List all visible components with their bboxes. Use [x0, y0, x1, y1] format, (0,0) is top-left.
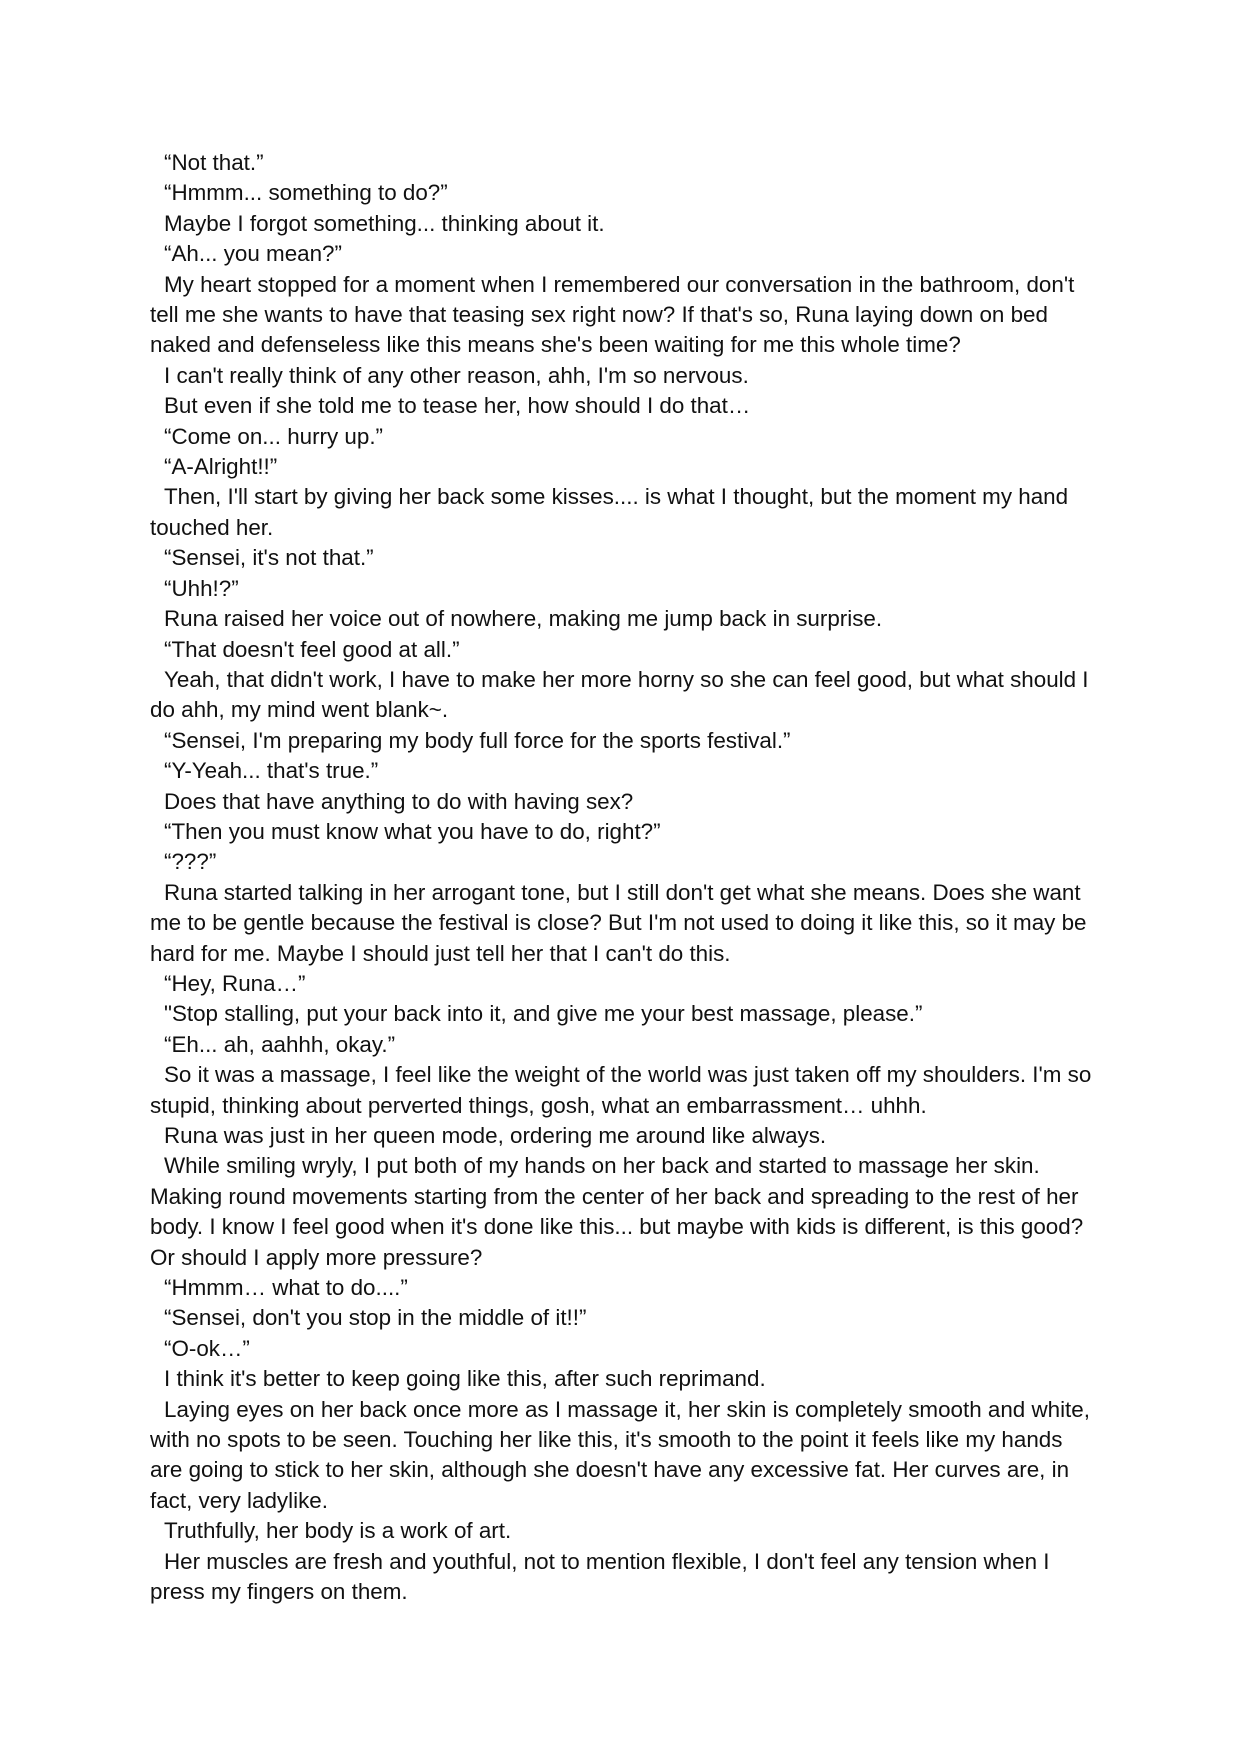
paragraph: Truthfully, her body is a work of art.: [164, 1518, 512, 1544]
paragraph: My heart stopped for a moment when I remembered our conversation in the bathroom, don't tell me she wants to have that teasing sex right now? If that's so, Runa laying down on bed naked and defenseless like this means she's been waiting for me this whole time?: [150, 271, 1075, 358]
paragraph: “Not that.”: [164, 150, 264, 175]
paragraph: “O-ok…”: [164, 1335, 250, 1361]
paragraph: Does that have anything to do with having sex?: [164, 788, 634, 814]
paragraph: “Eh... ah, aahhh, okay.”: [164, 1031, 396, 1057]
document-page: [150, 148, 1100, 1608]
paragraph: “Uhh!?”: [164, 575, 239, 601]
paragraph: While smiling wryly, I put both of my hands on her back and started to massage her skin. Making round movements starting from the center of her back and spreading to the rest of her body. I know I feel good when it's done like this... but maybe with kids is different, is this good? Or should I apply more pressure?: [150, 1153, 1084, 1270]
paragraph: Runa raised her voice out of nowhere, making me jump back in surprise.: [164, 606, 883, 632]
paragraph: “That doesn't feel good at all.”: [164, 636, 460, 662]
paragraph: “Hmmm… what to do....”: [164, 1275, 408, 1301]
paragraph: “Y-Yeah... that's true.”: [164, 758, 379, 784]
paragraph: “Come on... hurry up.”: [164, 423, 384, 449]
paragraph: “Hmmm... something to do?”: [164, 180, 448, 206]
paragraph: Her muscles are fresh and youthful, not to mention flexible, I don't feel any tension when I press my fingers on them.: [150, 1548, 1050, 1605]
paragraph: “Sensei, I'm preparing my body full force for the sports festival.”: [164, 727, 791, 753]
paragraph: But even if she told me to tease her, how should I do that…: [164, 393, 751, 419]
paragraph: “Sensei, don't you stop in the middle of it!!”: [164, 1305, 587, 1331]
paragraph: Yeah, that didn't work, I have to make her more horny so she can feel good, but what should I do ahh, my mind went blank~.: [150, 666, 1089, 723]
paragraph: “Sensei, it's not that.”: [164, 545, 374, 571]
paragraph: So it was a massage, I feel like the weight of the world was just taken off my shoulders. I'm so stupid, thinking about perverted things, gosh, what an embarrassment… uhhh.: [150, 1062, 1092, 1118]
paragraph: “Hey, Runa…”: [164, 970, 306, 996]
paragraph: “A-Alright!!”: [164, 454, 278, 480]
paragraph: Laying eyes on her back once more as I massage it, her skin is completely smooth and white, with no spots to be seen. Touching her like this, it's smooth to the point it feels like my hands are going to stick to her skin, although she doesn't have any excessive fat. Her curves are, in fact, very ladylike.: [150, 1396, 1090, 1513]
paragraph: Then, I'll start by giving her back some kisses.... is what I thought, but the moment my hand touched her.: [150, 484, 1069, 540]
paragraph: Runa started talking in her arrogant tone, but I still don't get what she means. Does she want me to be gentle because the festival is close? But I'm not used to doing it like this, so it may be hard for me. Maybe I should just tell her that I can't do this.: [150, 879, 1087, 966]
paragraph: “Ah... you mean?”: [164, 241, 342, 267]
paragraph: I think it's better to keep going like this, after such reprimand.: [164, 1366, 766, 1392]
paragraph: “Then you must know what you have to do, right?”: [164, 818, 661, 844]
paragraph: Maybe I forgot something... thinking about it.: [164, 210, 605, 236]
paragraph: “???”: [164, 849, 217, 875]
paragraph: Runa was just in her queen mode, ordering me around like always.: [164, 1123, 827, 1148]
paragraph: I can't really think of any other reason, ahh, I'm so nervous.: [164, 362, 749, 388]
paragraph: "Stop stalling, put your back into it, and give me your best massage, please.”: [164, 1001, 923, 1027]
